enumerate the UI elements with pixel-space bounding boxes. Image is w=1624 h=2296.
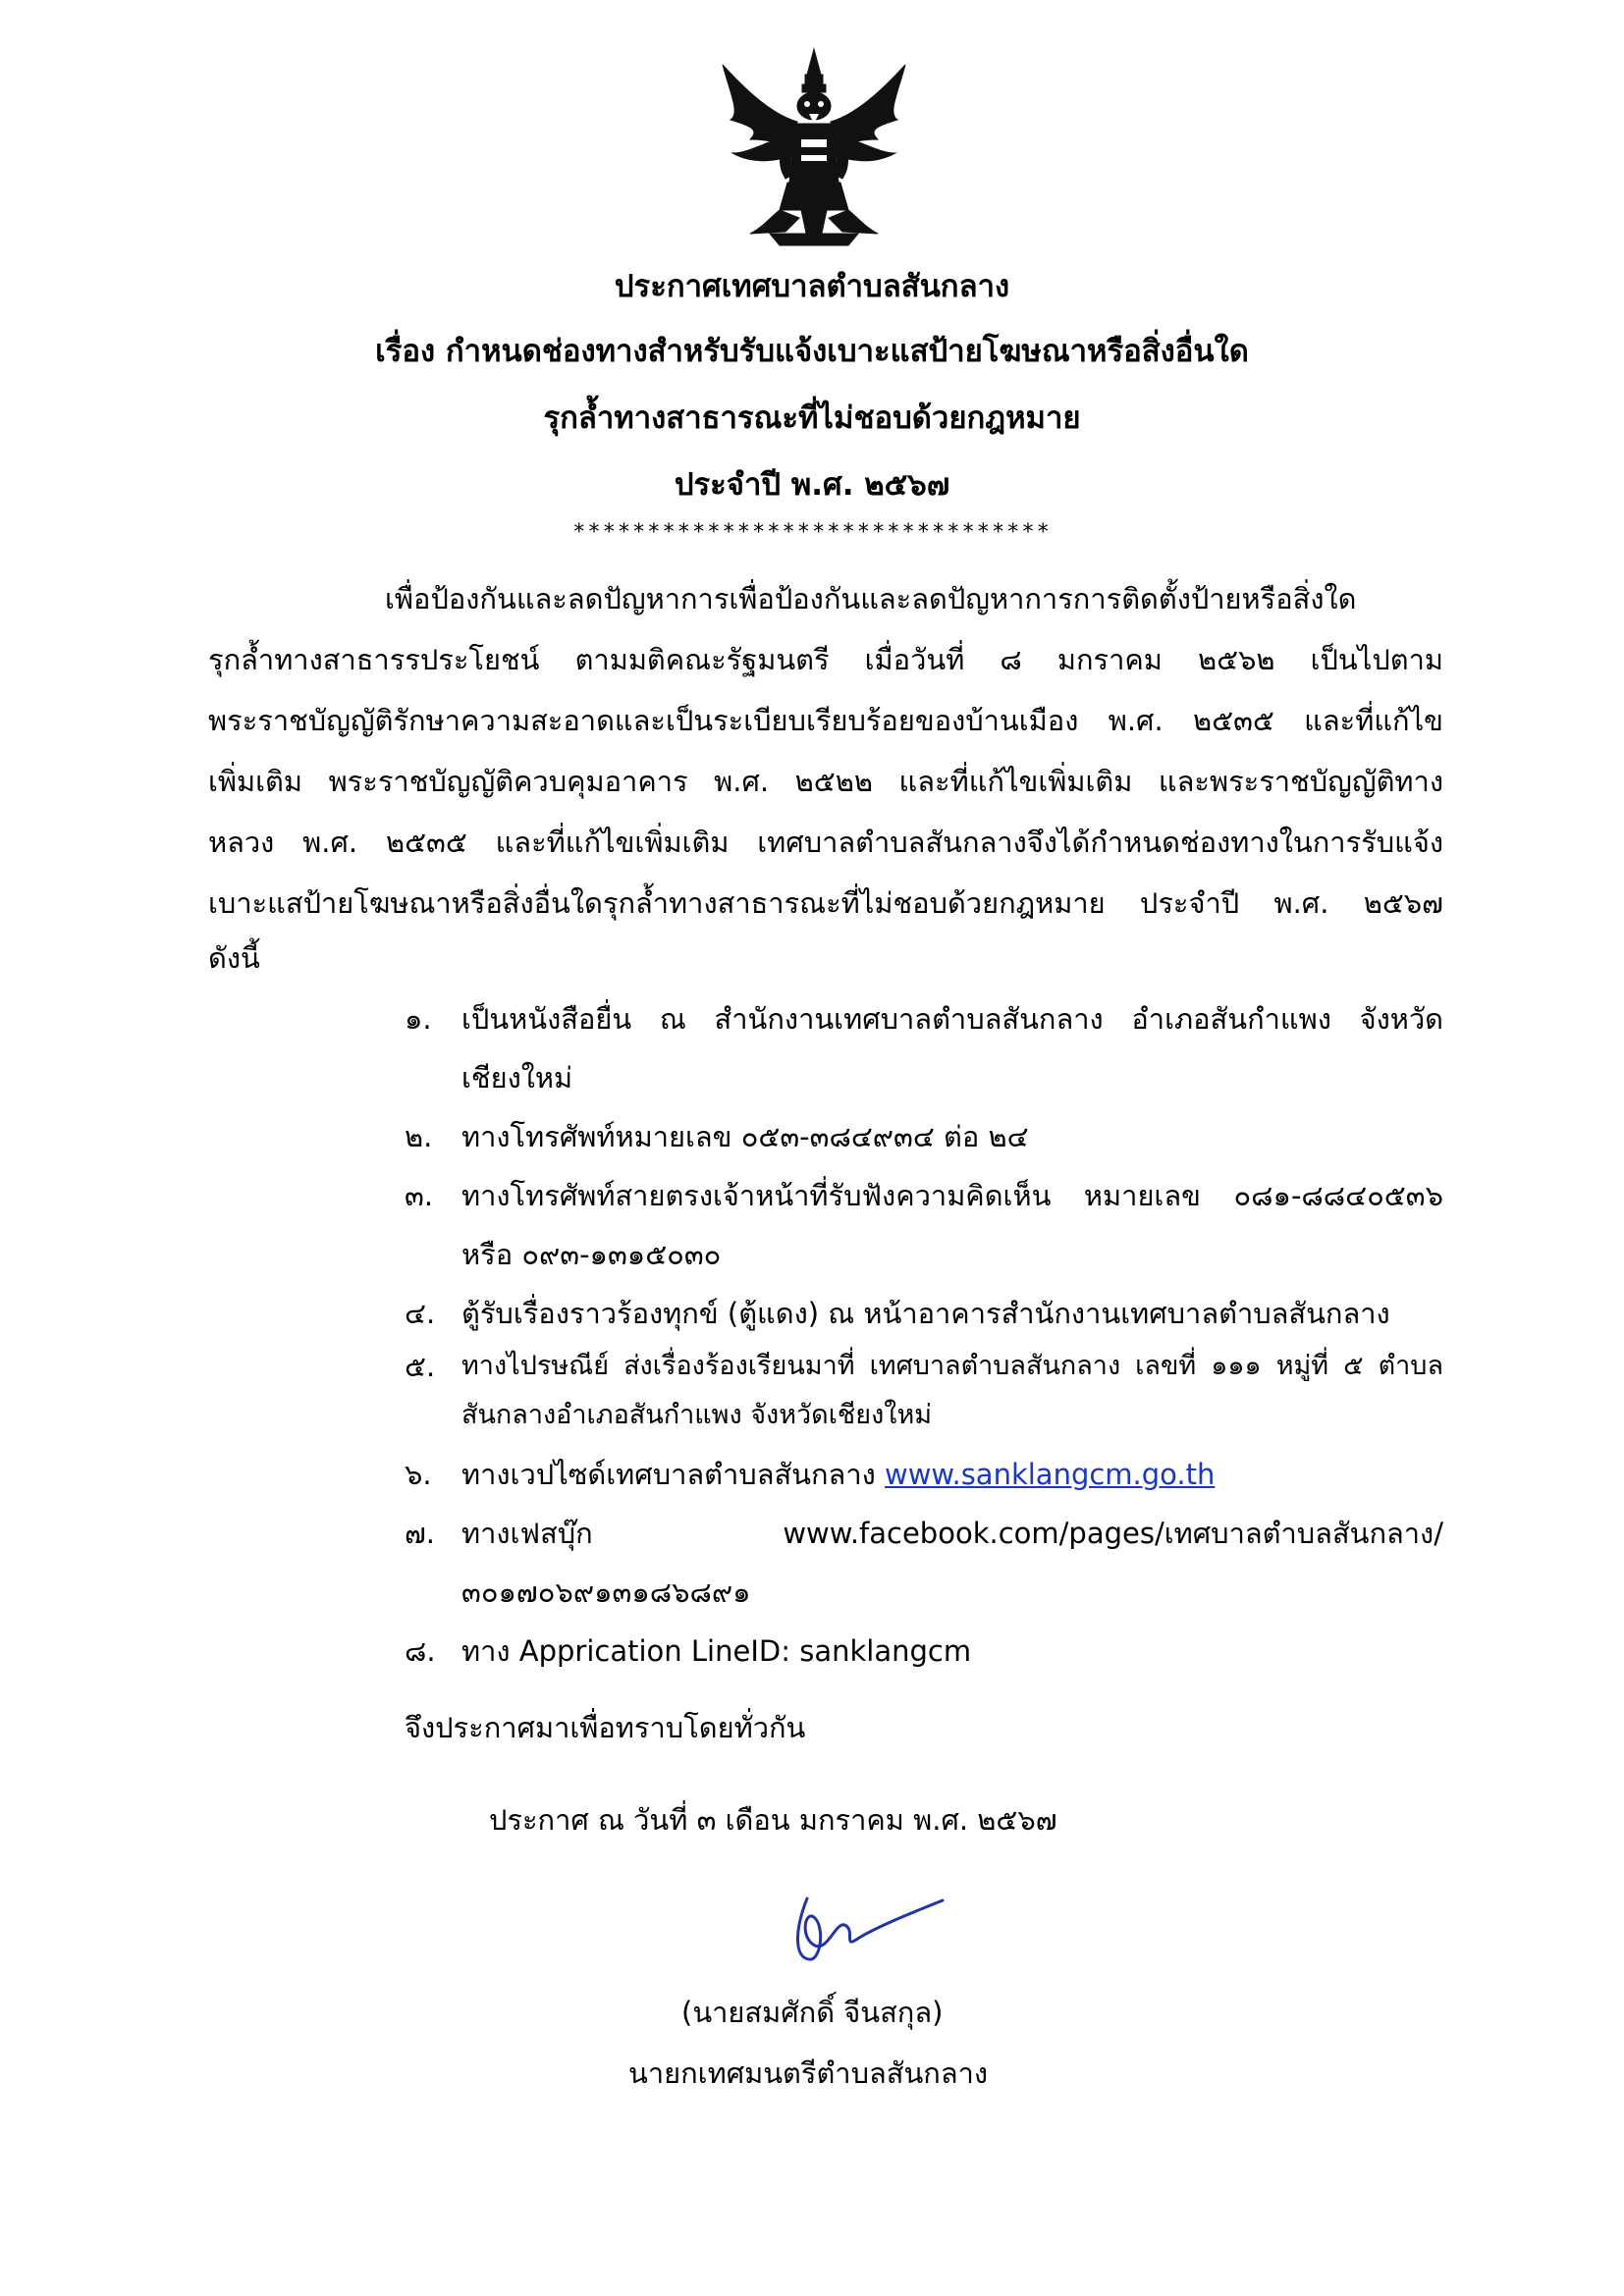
body-line: หลวง พ.ศ. ๒๕๓๕ และที่แก้ไขเพิ่มเติม เทศบาลตำบลสันกลางจึงได้กำหนดช่องทางในการรับแจ้ง: [208, 826, 1443, 859]
separator-line: ********************************: [572, 520, 1052, 545]
list-item-text: ทางไปรษณีย์ ส่งเรื่องร้องเรียนมาที่ เทศบาลตำบลสันกลาง เลขที่ ๑๑๑ หมู่ที่ ๕ ตำบล: [461, 1351, 1443, 1381]
list-item-text: เชียงใหม่: [461, 1061, 573, 1095]
list-item-text: ๓๐๑๗๐๖๙๑๓๑๘๖๘๙๑: [461, 1575, 751, 1609]
body-line: พระราชบัญญัติรักษาความสะอาดและเป็นระเบียบเรียบร้อยของบ้านเมือง พ.ศ. ๒๕๓๕ และที่แก้ไข: [208, 704, 1443, 737]
list-item-text: หรือ ๐๙๓-๑๓๑๕๐๓๐: [461, 1238, 722, 1271]
list-item-number: ๘.: [405, 1634, 436, 1668]
announcement-subject: เรื่อง กำหนดช่องทางสำหรับรับแจ้งเบาะแสป้ายโฆษณาหรือสิ่งอื่นใด: [375, 334, 1249, 369]
closing-statement: จึงประกาศมาเพื่อทราบโดยทั่วกัน: [405, 1711, 806, 1744]
body-line: เพื่อป้องกันและลดปัญหาการเพื่อป้องกันและลดปัญหาการการติดตั้งป้ายหรือสิ่งใด: [385, 582, 1357, 615]
announcement-date: ประกาศ ณ วันที่ ๓ เดือน มกราคม พ.ศ. ๒๕๖๗: [489, 1803, 1057, 1837]
list-item-text: ทางเฟสบุ๊ก www.facebook.com/pages/เทศบาลตำบลสันกลาง/: [461, 1517, 1443, 1550]
list-item-text: ทางโทรศัพท์สายตรงเจ้าหน้าที่รับฟังความคิดเห็น หมายเลข ๐๘๑-๘๘๔๐๕๓๖: [461, 1179, 1443, 1212]
announcement-subject-continued: รุกล้ำทางสาธารณะที่ไม่ชอบด้วยกฎหมาย: [543, 400, 1081, 436]
list-item-number: ๒.: [405, 1120, 433, 1153]
list-item-text: [461, 1455, 1215, 1494]
signature: [785, 1889, 952, 1987]
list-item-number: ๕.: [405, 1350, 436, 1383]
body-line: รุกล้ำทางสาธารรประโยชน์ ตามมติคณะรัฐมนตรี เมื่อวันที่ ๘ มกราคม ๒๕๖๒ เป็นไปตาม: [208, 643, 1443, 676]
list-item-text: ตู้รับเรื่องราวร้องทุกข์ (ตู้แดง) ณ หน้าอาคารสำนักงานเทศบาลตำบลสันกลาง: [461, 1297, 1390, 1330]
announcement-title: ประกาศเทศบาลตำบลสันกลาง: [614, 269, 1010, 304]
list-item-number: ๖.: [405, 1458, 432, 1491]
list-item-text: เป็นหนังสือยื่น ณ สำนักงานเทศบาลตำบลสันกลาง อำเภอสันกำแพง จังหวัด: [461, 1002, 1443, 1036]
list-item-number: ๓.: [405, 1179, 434, 1212]
signatory-name: (นายสมศักดิ์ จีนสกุล): [681, 1996, 944, 2029]
garuda-emblem: [711, 45, 917, 251]
list-item-text: สันกลางอำเภอสันกำแพง จังหวัดเชียงใหม่: [461, 1400, 933, 1430]
body-line: เบาะแสป้ายโฆษณาหรือสิ่งอื่นใดรุกล้ำทางสาธารณะที่ไม่ชอบด้วยกฎหมาย ประจำปี พ.ศ. ๒๕๖๗: [208, 886, 1443, 920]
signatory-title: นายกเทศมนตรีตำบลสันกลาง: [628, 2056, 989, 2090]
body-line: เพิ่มเติม พระราชบัญญัติควบคุมอาคาร พ.ศ. ๒๕๒๒ และที่แก้ไขเพิ่มเติม และพระราชบัญญัติทาง: [208, 765, 1443, 798]
list-item-text: ทาง Apprication LineID: sanklangcm: [461, 1634, 972, 1668]
website-prefix: ทางเวปไซด์เทศบาลตำบลสันกลาง: [461, 1458, 885, 1491]
list-item-number: ๑.: [405, 1002, 432, 1036]
list-item-number: ๗.: [405, 1517, 436, 1550]
website-link[interactable]: www.sanklangcm.go.th: [884, 1458, 1216, 1491]
body-line: ดังนี้: [208, 941, 260, 975]
announcement-year: ประจำปี พ.ศ. ๒๕๖๗: [674, 467, 950, 503]
list-item-text: ทางโทรศัพท์หมายเลข ๐๕๓-๓๘๔๙๓๔ ต่อ ๒๔: [461, 1120, 1029, 1153]
list-item-number: ๔.: [405, 1297, 436, 1330]
